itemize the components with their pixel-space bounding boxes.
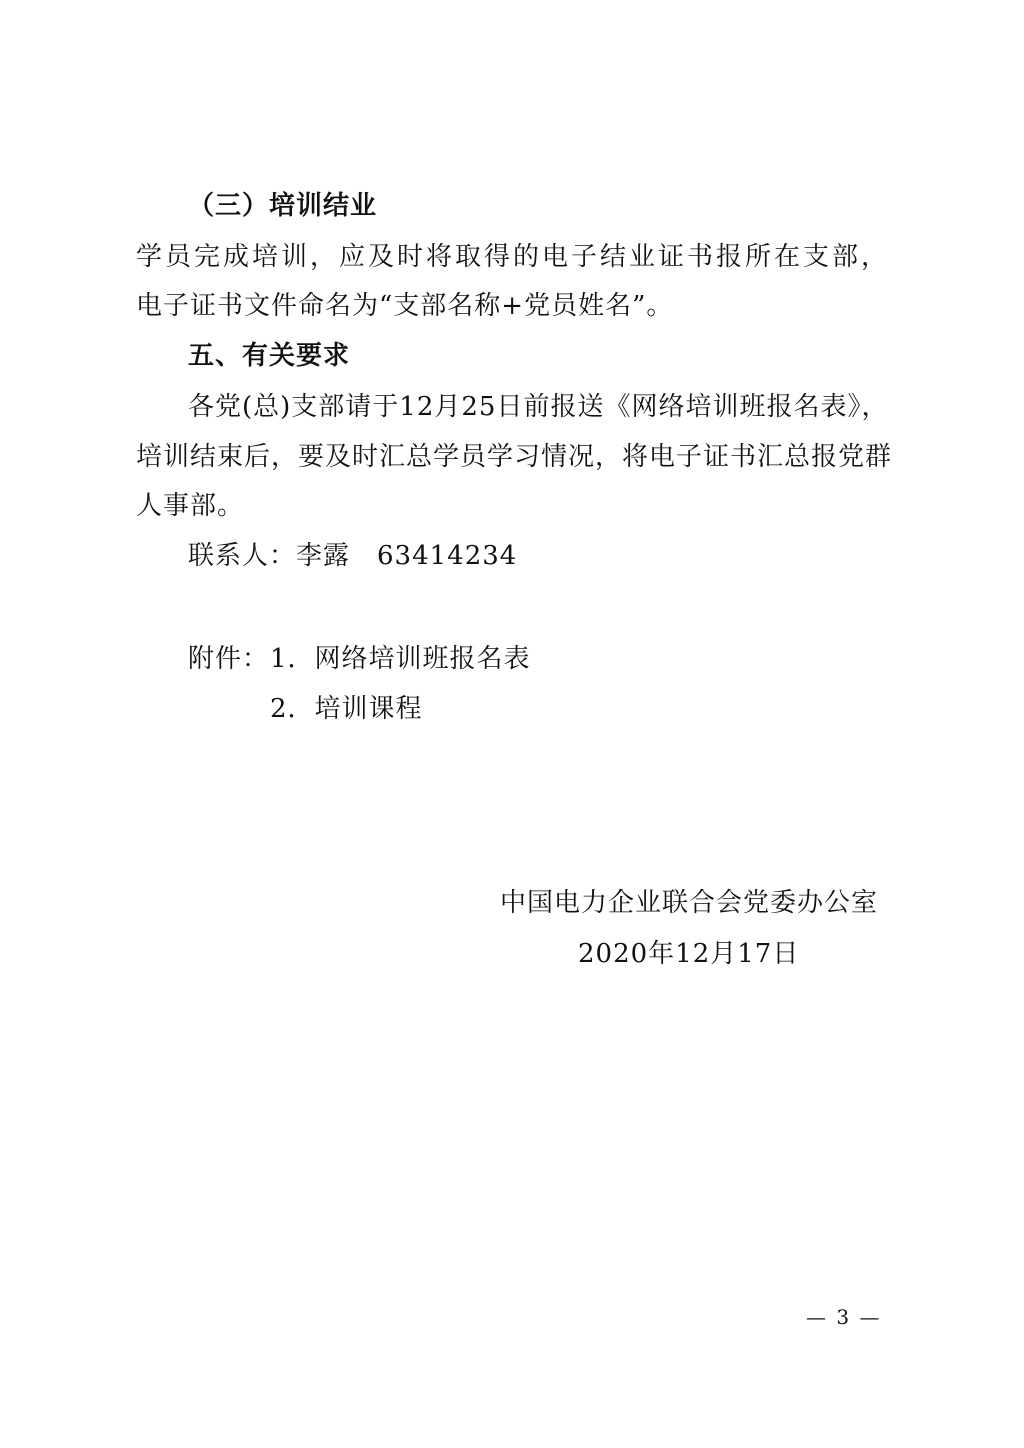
section-5-paragraph-line-1: 各党(总)支部请于12月25日前报送《网络培训班报名表》， bbox=[188, 392, 889, 422]
section-5-heading: 五、有关要求 bbox=[188, 341, 351, 371]
page-number: — 3 — bbox=[806, 1305, 882, 1329]
section-5-paragraph-line-2: 培训结束后，要及时汇总学员学习情况，将电子证书汇总报党群 bbox=[136, 442, 893, 472]
section-3-heading: （三）培训结业 bbox=[188, 191, 378, 221]
signature-date: 2020年12月17日 bbox=[578, 939, 800, 969]
signature-organization: 中国电力企业联合会党委办公室 bbox=[500, 888, 879, 918]
section-5-paragraph-line-3: 人事部。 bbox=[136, 491, 245, 521]
attachment-item-2: 2．培训课程 bbox=[270, 694, 423, 724]
attachment-item-1: 1．网络培训班报名表 bbox=[270, 644, 531, 674]
section-3-paragraph-line-2: 电子证书文件命名为“支部名称+党员姓名”。 bbox=[136, 291, 674, 321]
attachments-label: 附件： bbox=[188, 644, 270, 674]
contact-line: 联系人：李露 63414234 bbox=[188, 541, 518, 571]
section-3-paragraph-line-1: 学员完成培训，应及时将取得的电子结业证书报所在支部， bbox=[136, 242, 888, 272]
